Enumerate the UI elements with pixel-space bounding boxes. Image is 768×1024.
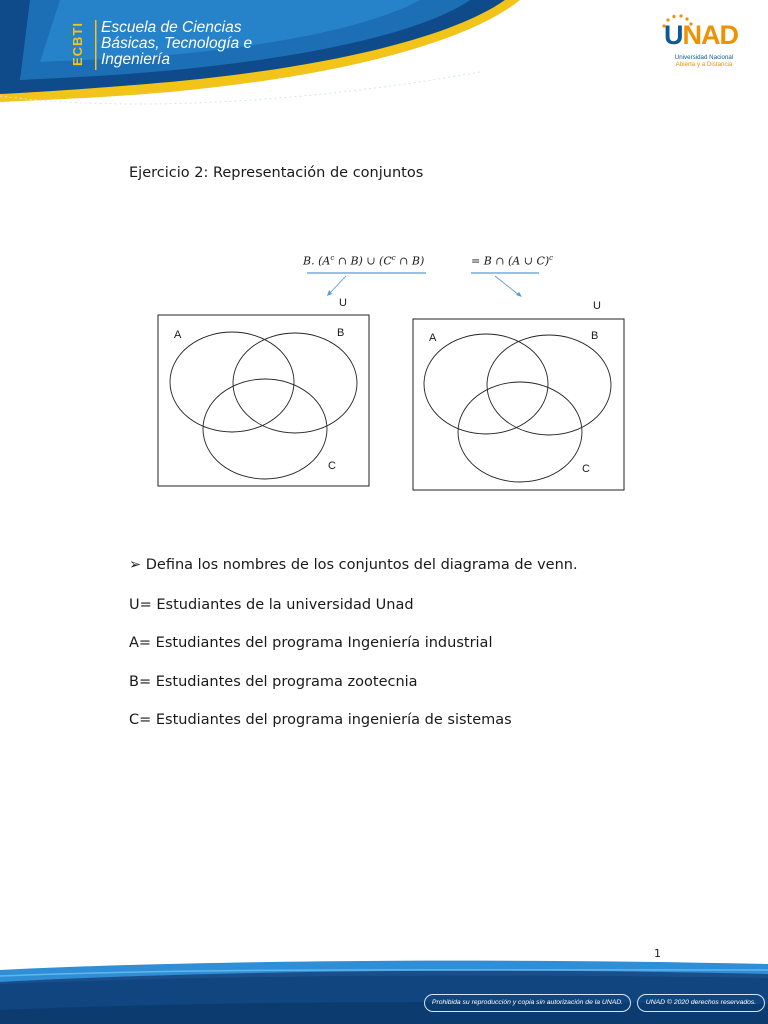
footer-notice: Prohibida su reproducción y copia sin autorización de la UNAD. bbox=[424, 994, 631, 1012]
universe-label-right: U bbox=[593, 300, 601, 312]
set-c-label-right: C bbox=[582, 463, 590, 475]
arrow-left-head bbox=[327, 290, 332, 296]
definitions-heading: ➢ Defina los nombres de los conjuntos del diagrama de venn. bbox=[129, 557, 578, 573]
page-number: 1 bbox=[654, 947, 661, 960]
arrow-right-head bbox=[516, 292, 522, 297]
set-b-circle-right bbox=[487, 335, 611, 435]
formula-left-part-1: B. (A bbox=[303, 254, 331, 268]
formula-left-sup-1: c bbox=[330, 254, 335, 262]
set-b-label-left: B bbox=[337, 327, 345, 339]
formula-left-part-3: ∩ B) bbox=[395, 254, 425, 268]
formula-right-sup-1: c bbox=[549, 254, 554, 262]
set-c-circle-right bbox=[458, 382, 582, 482]
universe-label-left: U bbox=[339, 297, 347, 309]
set-a-circle-left bbox=[170, 332, 294, 432]
formula-right-part-1: = B ∩ (A ∪ C) bbox=[471, 254, 550, 268]
logo-subtitle-line-1: Universidad Nacional bbox=[674, 54, 734, 61]
set-b-circle-left bbox=[233, 333, 357, 433]
school-line-2: Básicas, Tecnología e bbox=[101, 35, 253, 52]
arrow-left bbox=[329, 276, 346, 294]
definition-item-a: A= Estudiantes del programa Ingeniería industrial bbox=[129, 635, 493, 651]
definition-item-b: B= Estudiantes del programa zootecnia bbox=[129, 674, 418, 690]
definition-item-u: U= Estudiantes de la universidad Unad bbox=[129, 597, 414, 613]
set-a-label-right: A bbox=[429, 332, 437, 344]
set-c-label-left: C bbox=[328, 460, 336, 472]
school-line-3: Ingeniería bbox=[101, 51, 170, 68]
definition-item-c: C= Estudiantes del programa ingeniería de sistemas bbox=[129, 712, 512, 728]
exercise-title: Ejercicio 2: Representación de conjuntos bbox=[129, 165, 424, 181]
arrow-right bbox=[495, 276, 519, 295]
page-footer bbox=[0, 940, 768, 1024]
set-a-circle-right bbox=[424, 334, 548, 434]
school-line-1: Escuela de Ciencias bbox=[101, 19, 242, 36]
logo-u: U bbox=[664, 20, 683, 50]
set-a-label-left: A bbox=[174, 329, 182, 341]
footer-copyright: UNAD © 2020 derechos reservados. bbox=[637, 994, 765, 1012]
universe-box-left bbox=[158, 315, 369, 486]
set-b-label-right: B bbox=[591, 330, 599, 342]
formula-left-part-2: ∩ B) ∪ (C bbox=[334, 254, 392, 268]
set-c-circle-left bbox=[203, 379, 327, 479]
ecbti-acronym: ECBTI bbox=[70, 22, 85, 66]
logo-nad: NAD bbox=[682, 20, 738, 50]
universe-box-right bbox=[413, 319, 624, 490]
formula-left-sup-2: c bbox=[391, 254, 396, 262]
logo-subtitle-line-2: Abierta y a Distancia bbox=[675, 61, 733, 68]
